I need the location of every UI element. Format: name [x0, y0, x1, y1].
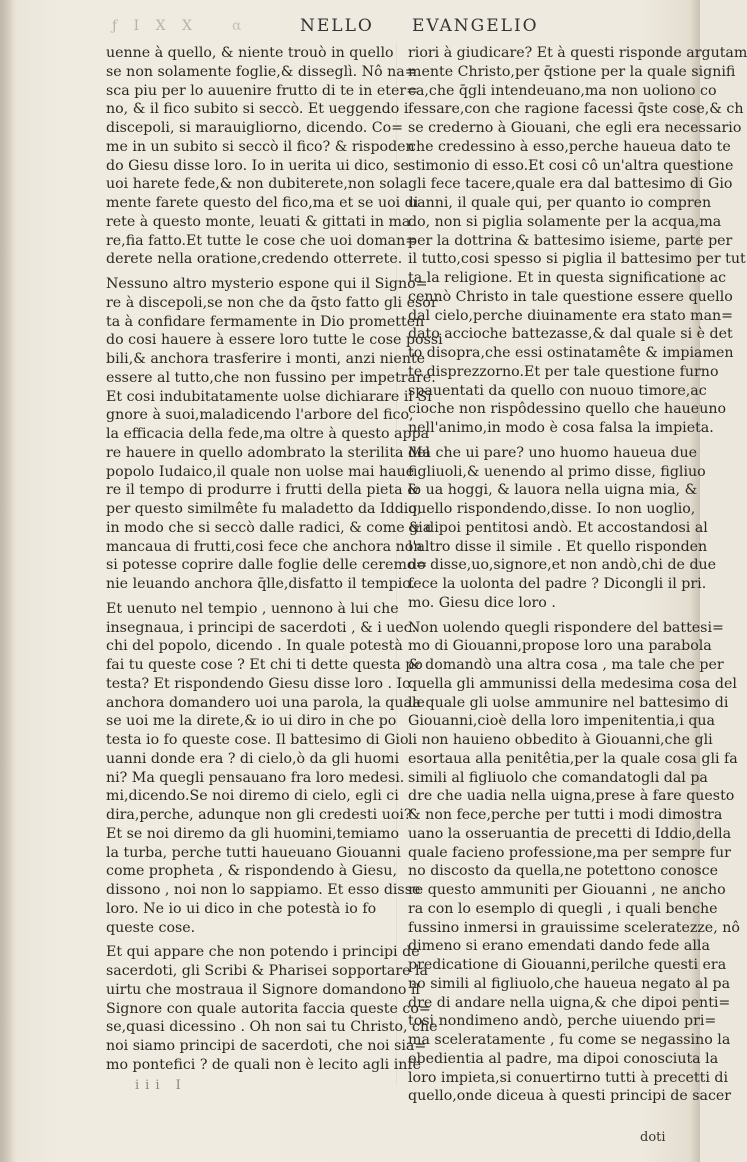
text-line: nell'animo,in modo è cosa falsa la impieta. [408, 420, 714, 436]
text-line: mancaua di frutti,cosi fece che anchora non [106, 538, 423, 555]
text-line: figliuoli,& uenendo al primo disse, figliuo [408, 463, 706, 480]
text-line: ca,che q̄gli intendeuano,ma non uoliono co [408, 82, 717, 99]
running-head-left: NELLO [300, 16, 374, 36]
text-line: uanni donde era ? di cielo,ò da gli huomi [106, 750, 400, 767]
text-line: essere al tutto,che non fussino per impetrare. [106, 369, 436, 386]
paragraph [106, 600, 425, 938]
text-line: fessare,con che ragione facessi q̄ste cose,& ch [408, 101, 744, 118]
text-line: testa? Et rispondendo Giesu disse loro . Io [106, 675, 411, 692]
text-line: la turba, perche tutti haueuano Giouanni [106, 844, 401, 861]
text-line: uoi harete fede,& non dubiterete,non sola [106, 176, 409, 193]
bleed-through-left: ƒ І X X [112, 18, 198, 34]
text-line: mo di Giouanni,propose loro una parabola [408, 638, 712, 655]
text-line: re il tempo di produrre i frutti della pieta & [106, 482, 420, 499]
text-line: predicatione di Giouanni,perilche questi era [408, 957, 727, 973]
text-line: do cosi hauere à essere loro tutte le cose possi [106, 332, 443, 349]
text-line: nie leuando anchora q̄lle,disfatto il tempio. [106, 576, 416, 592]
text-line: to disopra,che essi ostinatamête & impiamen [408, 345, 734, 361]
catchword: doti [640, 1130, 666, 1145]
text-line: fussino inmersi in grauissime sceleratezze, nô [408, 919, 740, 936]
text-line: dal cielo,perche diuinamente era stato man= [408, 307, 734, 324]
text-line: te disprezzorno.Et per tale questione furno [408, 363, 719, 380]
text-line: fece la uolonta del padre ? Dicongli il pri. [408, 576, 707, 592]
text-line: uano la osseruantia de precetti di Iddio,della [408, 825, 732, 842]
paragraph [106, 275, 443, 594]
text-line: cioche non rispôdessino quello che haueuno [408, 401, 727, 418]
text-line: dato accioche battezasse,& dal quale si è det [408, 326, 733, 343]
text-line: do Giesu disse loro. Io in uerita ui dico, se [106, 157, 409, 174]
text-line: & dipoi pentitosi andò. Et accostandosi al [408, 519, 708, 536]
paragraph [106, 44, 419, 269]
text-line: se,quasi dicessino . Oh non sai tu Christo, che [106, 1019, 438, 1036]
paragraph [408, 444, 717, 613]
text-line: la efficacia della fede,ma oltre à questo appa [106, 426, 430, 442]
paragraph [408, 619, 740, 1107]
text-line: tosi nondimeno andò, perche uiuendo pri= [408, 1013, 717, 1030]
text-line: per la dottrina & battesimo isieme, parte per [408, 232, 733, 249]
text-line: ta la religione. Et in questa significatione ac [408, 270, 727, 286]
text-line: stimonio di esso.Et cosi cô un'altra questione [408, 157, 734, 174]
text-line: fai tu queste cose ? Et chi ti dette questa po [106, 657, 423, 673]
text-line: li non hauieno obbedito à Giouanni,che gli [408, 732, 713, 748]
text-line: in modo che si seccò dalle radici, & come gia [106, 519, 432, 536]
text-line: gnore à suoi,maladicendo l'arbore del fico, [106, 407, 414, 424]
text-line: si potesse coprire dalle foglie delle ceremo= [106, 557, 428, 574]
text-line: discepoli, si marauigliorno, dicendo. Co= [106, 120, 404, 136]
text-line: re questo ammuniti per Giouanni , ne ancho [408, 882, 726, 898]
text-line: queste cose. [106, 919, 196, 936]
text-line: dre di andare nella uigna,& che dipoi penti= [408, 994, 731, 1011]
paragraph [106, 943, 438, 1074]
text-line: se non solamente foglie,& disseglì. Nô na= [106, 63, 417, 80]
text-line: rete à questo monte, leuati & gittati in ma [106, 213, 411, 230]
paragraph [408, 44, 747, 438]
text-line: dira,perche, adunque non gli credesti uoi? [106, 807, 412, 823]
text-line: Non uolendo quegli rispondere del battesi= [408, 619, 724, 636]
text-line: Et qui appare che non potendo i principi de [106, 944, 420, 961]
text-line: & domandò una altra cosa , ma tale che per [408, 657, 724, 673]
text-line: re hauere in quello adombrato la sterilita del [106, 444, 431, 461]
text-line: uenne à quello, & niente trouò in quello [106, 45, 394, 61]
text-line: mi,dicendo.Se noi diremo di cielo, egli ci [106, 788, 399, 805]
text-line: quello,onde diceua à questi principi de sacer [408, 1088, 732, 1105]
text-line: quale facieno professione,ma per sempre fur [408, 844, 731, 861]
text-line: derete nella oratione,credendo otterrete. [106, 251, 403, 268]
text-line: simili al figliuolo che comandatogli dal pa [408, 769, 708, 786]
text-line: no simili al figliuolo,che haueua negato al pa [408, 975, 731, 992]
text-line: Ma che ui pare? uno huomo haueua due [408, 444, 698, 461]
text-line: quella gli ammunissi della medesima cosa del [408, 675, 737, 692]
text-line: chi del popolo, dicendo . In quale potestà [106, 638, 403, 655]
text-line: Et cosi indubitatamente uolse dichiarare il Si [106, 388, 432, 405]
running-head [0, 14, 700, 44]
text-line: Et se noi diremo da gli huomini,temiamo [106, 825, 400, 842]
text-line: che credessino à esso,perche haueua dato te [408, 138, 731, 155]
text-line: Signore con quale autorita faccia queste co= [106, 1000, 431, 1017]
text-line: uirtu che mostraua il Signore domandono il [106, 981, 420, 998]
text-line: Nessuno altro mysterio espone qui il Signo= [106, 276, 428, 292]
text-line: uanni, il quale qui, per quanto io compren [408, 195, 712, 211]
text-line: no discosto da quella,ne potettono conosce [408, 863, 719, 880]
text-line: bili,& anchora trasferire i monti, anzi niente [106, 351, 426, 367]
text-line: come propheta , & rispondendo à Giesu, [106, 863, 397, 880]
text-line: lo ua hoggi, & lauora nella uigna mia, & [408, 482, 698, 499]
text-line: spauentati da quello con nuouo timore,ac [408, 382, 707, 399]
text-line: Et uenuto nel tempio , uennono à lui che [106, 600, 399, 617]
text-line: ta à confidare fermamente in Dio prometten [106, 313, 425, 330]
text-line: dissono , noi non lo sappiamo. Et esso disse [106, 882, 421, 898]
text-line: esortaua alla penitêtia,per la quale cosa gli fa [408, 750, 738, 767]
left-text-column [106, 44, 443, 1081]
signature-mark: iii I [135, 1078, 187, 1093]
text-line: se uoi me la direte,& io ui diro in che po [106, 713, 397, 730]
text-line: gli fece tacere,quale era dal battesimo di Gio [408, 176, 733, 193]
text-line: per questo similmête fu maladetto da Iddio, [106, 501, 422, 517]
text-line: l'altro disse il simile . Et quello risponden [408, 538, 708, 555]
text-line: no, & il fico subito si seccò. Et ueggendo i [106, 101, 409, 118]
text-line: cennò Christo in tale questione essere quello [408, 288, 733, 305]
text-line: il tutto,cosi spesso si piglia il battesimo per tut [408, 251, 746, 268]
text-line: dre che uadia nella uigna,prese à fare questo [408, 788, 735, 805]
text-line: sacerdoti, gli Scribi & Pharisei sopportare la [106, 963, 429, 979]
text-line: do, non si piglia solamente per la acqua,ma [408, 213, 722, 230]
text-line: la quale gli uolse ammunire nel battesimo di [408, 694, 729, 711]
text-line: loro impieta,si conuertirno tutti à precetti di [408, 1069, 728, 1086]
text-line: mente Christo,per q̄stione per la quale signifi [408, 63, 736, 80]
text-line: mente farete questo del fico,ma et se uoi di [106, 195, 419, 211]
bleed-through-mid: α [232, 18, 246, 34]
text-line: testa io fo queste cose. Il battesimo di Gio. [106, 732, 413, 748]
text-line: quello rispondendo,disse. Io non uoglio, [408, 501, 696, 517]
text-line: re,fia fatto.Et tutte le cose che uoi doman= [106, 232, 418, 249]
text-line: mo. Giesu dice loro . [408, 594, 556, 611]
text-line: ma sceleratamente , fu come se negassino la [408, 1032, 731, 1048]
text-line: re à discepoli,se non che da q̄sto fatto gli esor [106, 294, 438, 311]
text-line: se crederno à Giouani, che egli era necessario [408, 120, 742, 136]
text-line: obedientia al padre, ma dipoi conosciuta la [408, 1050, 719, 1067]
gutter-shadow [0, 0, 14, 1162]
text-line: me in un subito si seccò il fico? & rispoden [106, 138, 415, 155]
text-line: riori à giudicare? Et à questi risponde argutam [408, 45, 747, 61]
text-line: loro. Ne io ui dico in che potestà io fo [106, 900, 377, 917]
text-line: noi siamo principi de sacerdoti, che noi sia= [106, 1038, 427, 1054]
text-line: Giouanni,cioè della loro impenitentia,i qua [408, 713, 716, 730]
text-line: mo pontefici ? de quali non è lecito agli infe [106, 1056, 422, 1073]
text-line: ra con lo esemplo di quegli , i quali benche [408, 900, 718, 917]
text-line: dimeno si erano emendati dando fede alla [408, 938, 710, 955]
text-line: do disse,uo,signore,et non andò,chi de due [408, 557, 717, 574]
text-line: ni? Ma quegli pensauano fra loro medesi. [106, 769, 405, 786]
right-text-column [408, 44, 747, 1112]
text-line: popolo Iudaico,il quale non uolse mai haue [106, 463, 415, 480]
running-head-right: EVANGELIO [412, 16, 539, 36]
text-line: insegnaua, i principi de sacerdoti , & i uec. [106, 619, 417, 636]
text-line: anchora domandero uoi una parola, la quale [106, 694, 425, 711]
text-line: sca piu per lo auuenire frutto di te in eter= [106, 82, 419, 99]
text-line: & non fece,perche per tutti i modi dimostra [408, 807, 723, 823]
